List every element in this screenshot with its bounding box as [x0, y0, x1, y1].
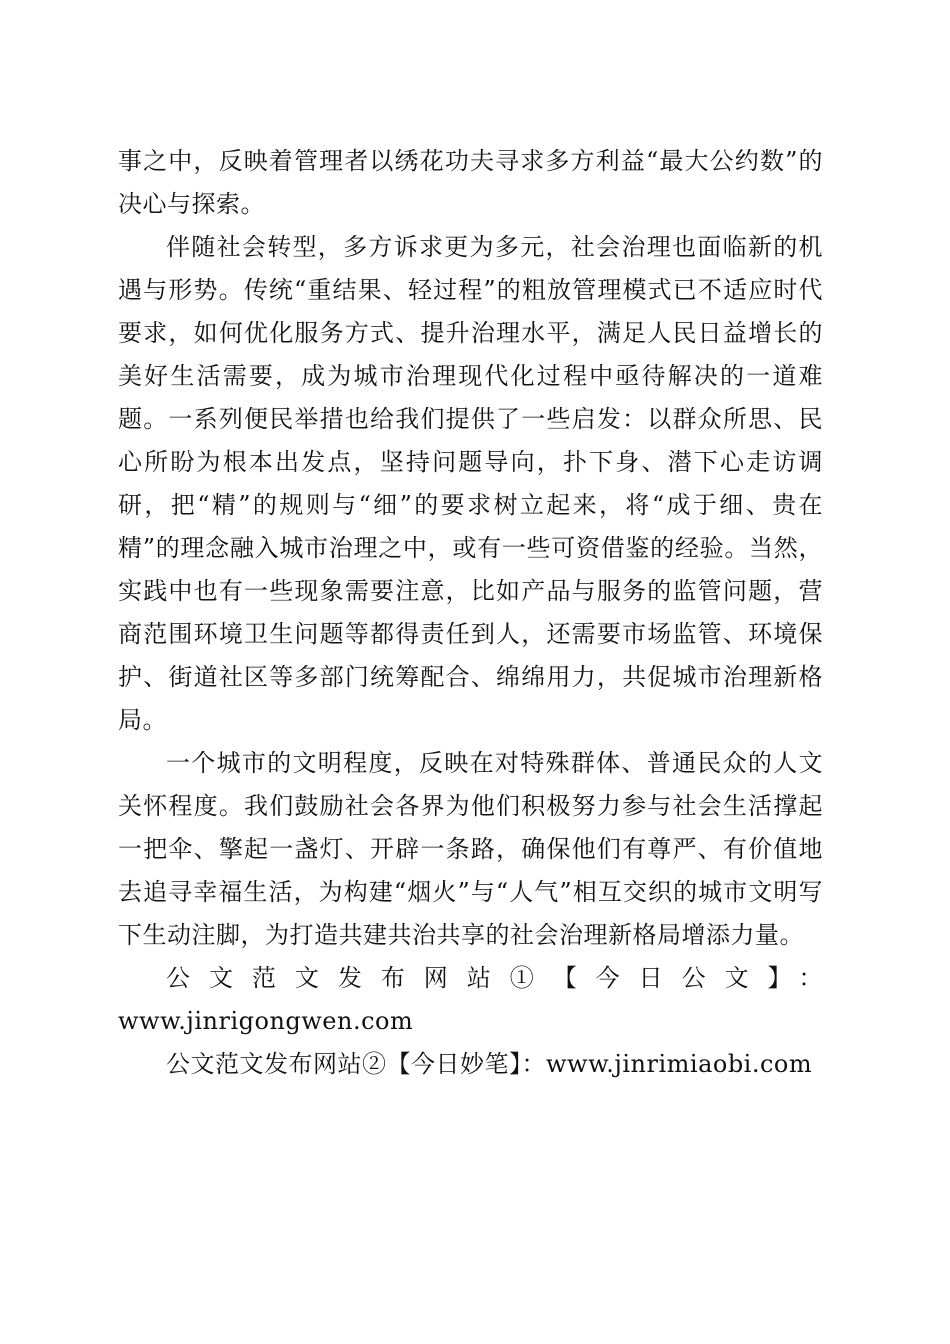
- paragraph-continuation: 事之中，反映着管理者以绣花功夫寻求多方利益“最大公约数”的决心与探索。: [118, 147, 823, 218]
- footer-site1-label: 公文范文发布网站①【今日公文】：: [166, 964, 823, 992]
- footer-site2[interactable]: 公文范文发布网站②【今日妙笔】：www.jinrimiaobi.com: [166, 1050, 813, 1078]
- paragraph-social-governance: 伴随社会转型，多方诉求更为多元，社会治理也面临新的机遇与形势。传统“重结果、轻过程”的粗放管理模式已不适应时代要求，如何优化服务方式、提升治理水平，满足人民日益增长的美好生活需要，成为城市治理现代化过程中亟待解决的一道难题。一系列便民举措也给我们提供了一些启发：以群众所思、民心所盼为根本出发点，坚持问题导向，扑下身、潜下心走访调研，把“精”的规则与“细”的要求树立起来，将“成于细、贵在精”的理念融入城市治理之中，或有一些可资借鉴的经验。当然，实践中也有一些现象需要注意，比如产品与服务的监管问题，营商范围环境卫生问题等都得责任到人，还需要市场监管、环境保护、街道社区等多部门统筹配合、绵绵用力，共促城市治理新格局。: [118, 233, 823, 734]
- document-page: [118, 140, 823, 1086]
- paragraph-city-civilization: 一个城市的文明程度，反映在对特殊群体、普通民众的人文关怀程度。我们鼓励社会各界为他们积极努力参与社会生活撑起一把伞、擎起一盏灯、开辟一条路，确保他们有尊严、有价值地去追寻幸福生活，为构建“烟火”与“人气”相互交织的城市文明写下生动注脚，为打造共建共治共享的社会治理新格局增添力量。: [118, 749, 823, 949]
- footer-site1-url[interactable]: www.jinrigongwen.com: [118, 1007, 414, 1035]
